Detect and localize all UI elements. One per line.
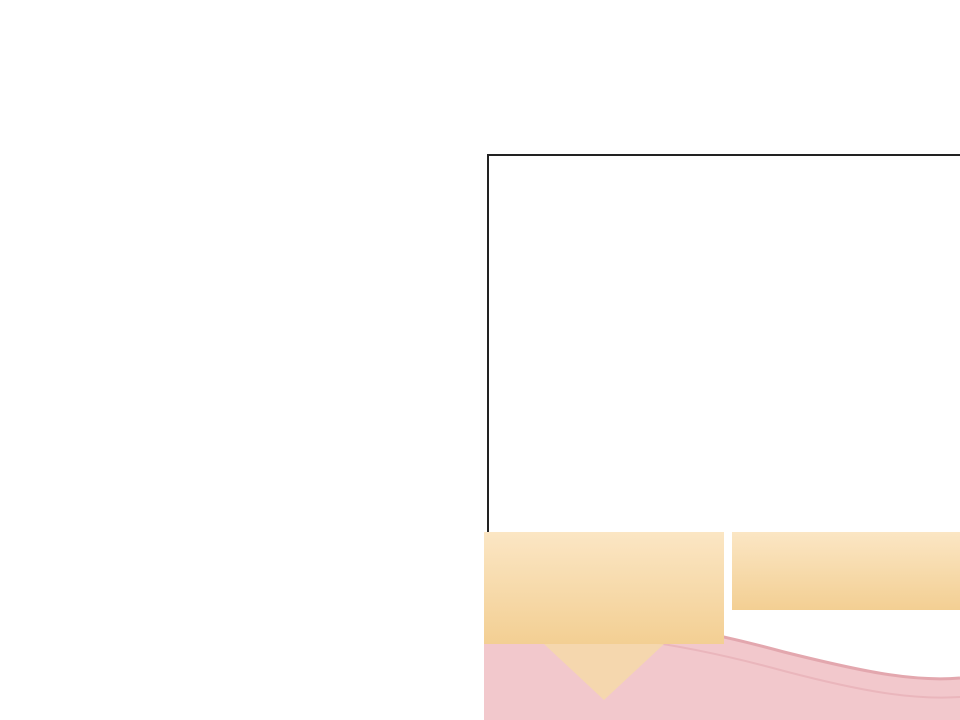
plasma-cell-band [484,532,724,644]
figure-border-top [487,154,960,156]
memory-cell-band [732,532,960,610]
figure-canvas [484,152,960,720]
b-cell-immune-response-figure [484,152,960,720]
b-lymphocyte-text-block [14,182,484,186]
